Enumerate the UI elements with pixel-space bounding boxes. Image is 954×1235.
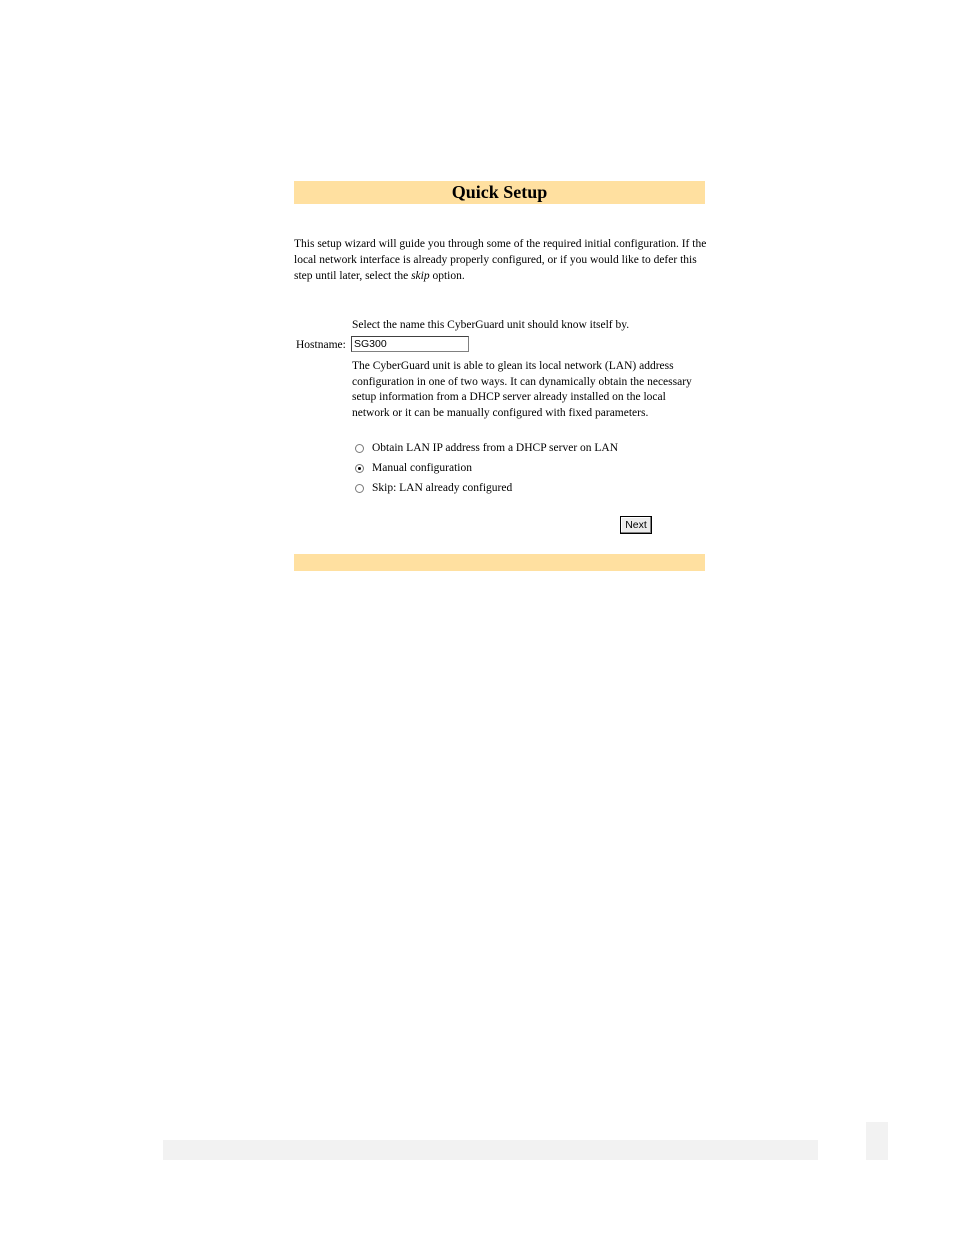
hostname-input[interactable] [351,336,469,352]
radio-button-skip[interactable] [355,484,364,493]
page-title: Quick Setup [451,182,548,202]
radio-button-manual[interactable] [355,464,364,473]
intro-text [294,236,707,284]
intro-text-before: This setup wizard will guide you through some of the required initial configuration. If the local network interface is already properly configured, or if you would like to defer this step until later, select the [294,238,707,282]
page-number-box [866,1122,888,1160]
lan-description: The CyberGuard unit is able to glean its local network (LAN) address configuration in one of two ways. It can dynamically obtain the necessary setup information from a DHCP server already installed on the local network or it can be manually configured with fixed parameters. [352,360,692,419]
radio-label-dhcp: Obtain LAN IP address from a DHCP server on LAN [372,442,619,454]
radio-option-manual[interactable] [355,460,472,476]
radio-label-skip: Skip: LAN already configured [372,482,513,494]
intro-text-after: option. [429,270,465,282]
next-button[interactable]: Next [620,516,652,534]
radio-button-dhcp[interactable] [355,444,364,453]
page-footer-bar [163,1140,818,1160]
hostname-prompt: Select the name this CyberGuard unit should know itself by. [352,319,630,331]
radio-label-manual: Manual configuration [372,462,472,474]
radio-option-skip[interactable] [355,480,512,496]
quick-setup-footer-bar [294,554,705,571]
radio-option-dhcp[interactable] [355,440,618,456]
intro-skip-emphasis: skip [411,270,430,282]
hostname-label: Hostname: [296,339,346,351]
quick-setup-header [294,181,705,204]
